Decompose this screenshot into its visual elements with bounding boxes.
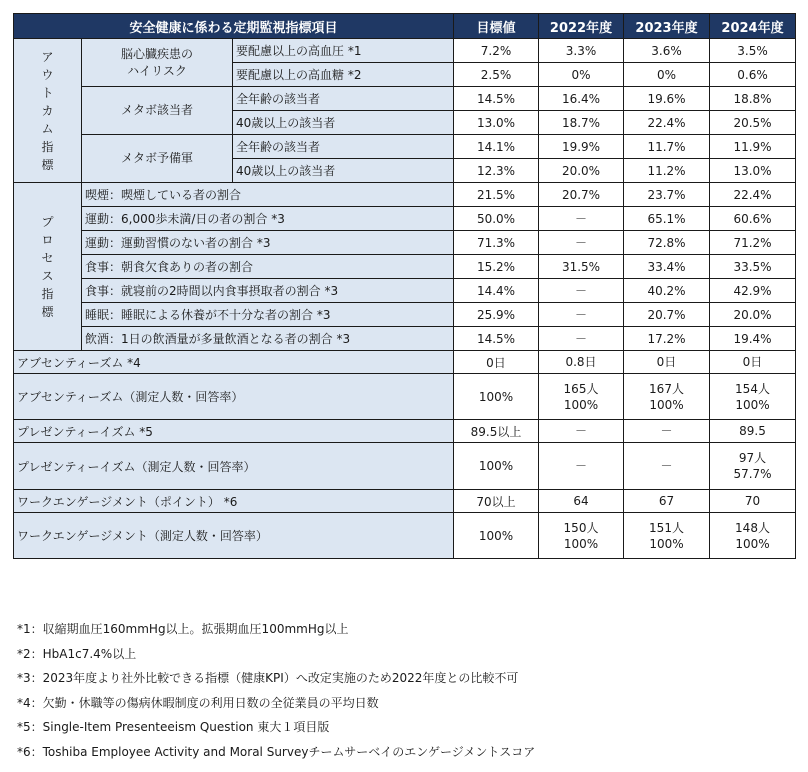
outcome-category-char: 標 bbox=[41, 157, 54, 172]
value-2023 bbox=[624, 513, 710, 559]
value-2024: 11.9% bbox=[710, 135, 796, 159]
value-2022-line: 64 bbox=[573, 494, 589, 508]
value-2024: 19.4% bbox=[710, 327, 796, 351]
value-2024 bbox=[710, 513, 796, 559]
footnote: *2：HbA1c7.4%以上 bbox=[17, 646, 137, 661]
value-2022 bbox=[539, 351, 624, 374]
table-row bbox=[14, 231, 796, 255]
table-row bbox=[14, 207, 796, 231]
value-2024: 22.4% bbox=[710, 183, 796, 207]
value-2023: 22.4% bbox=[624, 111, 710, 135]
value-2023: 65.1% bbox=[624, 207, 710, 231]
value-2022-line: 150人 bbox=[563, 520, 599, 535]
table-row bbox=[14, 183, 796, 207]
value-2023-line: 67 bbox=[658, 494, 675, 508]
value-2023-line: 151人 bbox=[649, 520, 684, 535]
footnote: *3：2023年度より社外比較できる指標（健康KPI）へ改定実施のため2022年度との比較不可 bbox=[17, 671, 519, 685]
value-2023 bbox=[624, 490, 710, 513]
target-value: 100% bbox=[454, 374, 539, 420]
value-2022: 19.9% bbox=[539, 135, 624, 159]
value-2024 bbox=[710, 374, 796, 420]
value-2024-line: 89.5 bbox=[739, 424, 766, 438]
row-label: 食事：朝食欠食ありの者の割合 bbox=[82, 255, 454, 279]
target-value: 25.9% bbox=[454, 303, 539, 327]
target-value: 71.3% bbox=[454, 231, 539, 255]
value-2023 bbox=[624, 374, 710, 420]
target-value: 14.5% bbox=[454, 87, 539, 111]
table-row bbox=[14, 303, 796, 327]
value-2023: 11.7% bbox=[624, 135, 710, 159]
process-category-char: 標 bbox=[41, 304, 54, 319]
row-label: アブセンティーズム *4 bbox=[14, 351, 454, 374]
value-2023 bbox=[624, 351, 710, 374]
row-label: 40歳以上の該当者 bbox=[233, 159, 454, 183]
value-2022-line: 100% bbox=[563, 397, 599, 412]
outcome-category bbox=[14, 39, 82, 183]
table-row bbox=[14, 443, 796, 490]
process-category-char: ロ bbox=[41, 232, 54, 247]
value-2024-line: 100% bbox=[735, 536, 770, 551]
header-target: 目標値 bbox=[454, 14, 539, 39]
value-2023: 72.8% bbox=[624, 231, 710, 255]
value-2024-line: 154人 bbox=[735, 381, 770, 396]
value-2022: 31.5% bbox=[539, 255, 624, 279]
outcome-group-name bbox=[82, 39, 233, 87]
table-row bbox=[14, 351, 796, 374]
footnote: *4：欠勤・休職等の傷病休暇制度の利用日数の全従業員の平均日数 bbox=[17, 695, 379, 710]
row-label: 飲酒：1日の飲酒量が多量飲酒となる者の割合 *3 bbox=[82, 327, 454, 351]
value-2022: － bbox=[539, 207, 624, 231]
value-2023: 23.7% bbox=[624, 183, 710, 207]
row-label: 全年齢の該当者 bbox=[233, 135, 454, 159]
outcome-category-char: ア bbox=[41, 49, 54, 64]
row-label: ワークエンゲージメント（ポイント） *6 bbox=[14, 490, 454, 513]
value-2024-line: 100% bbox=[735, 397, 770, 412]
target-value: 14.4% bbox=[454, 279, 539, 303]
row-label: 要配慮以上の高血糖 *2 bbox=[233, 63, 454, 87]
row-label: 全年齢の該当者 bbox=[233, 87, 454, 111]
value-2022: － bbox=[539, 327, 624, 351]
value-2022: － bbox=[539, 303, 624, 327]
target-value: 89.5以上 bbox=[454, 420, 539, 443]
target-value: 13.0% bbox=[454, 111, 539, 135]
table-row bbox=[14, 490, 796, 513]
outcome-group-name bbox=[82, 87, 233, 135]
table-row bbox=[14, 513, 796, 559]
process-category bbox=[14, 183, 82, 351]
value-2023 bbox=[624, 420, 710, 443]
target-value: 7.2% bbox=[454, 39, 539, 63]
target-value: 15.2% bbox=[454, 255, 539, 279]
process-category-char: セ bbox=[41, 250, 54, 265]
row-label: 運動：運動習慣のない者の割合 *3 bbox=[82, 231, 454, 255]
value-2022 bbox=[539, 490, 624, 513]
value-2022: 0% bbox=[539, 63, 624, 87]
row-label: アブセンティーズム（測定人数・回答率） bbox=[14, 374, 454, 420]
table-row bbox=[14, 87, 796, 111]
value-2024-line: 97人 bbox=[738, 451, 767, 465]
outcome-group-name-line: メタボ該当者 bbox=[120, 103, 193, 117]
value-2023: 33.4% bbox=[624, 255, 710, 279]
target-value: 14.5% bbox=[454, 327, 539, 351]
value-2022 bbox=[539, 374, 624, 420]
table-row bbox=[14, 279, 796, 303]
outcome-group-name bbox=[82, 135, 233, 183]
outcome-group-name-line: メタボ予備軍 bbox=[120, 151, 193, 165]
health-indicator-table bbox=[13, 13, 796, 559]
value-2022-line: － bbox=[574, 459, 587, 473]
value-2024-line: 57.7% bbox=[733, 467, 772, 481]
value-2023-line: 0日 bbox=[656, 355, 677, 369]
value-2024: 71.2% bbox=[710, 231, 796, 255]
footnote: *5：Single-Item Presenteeism Question 東大１項目版 bbox=[17, 720, 330, 734]
value-2023: 19.6% bbox=[624, 87, 710, 111]
row-label: ワークエンゲージメント（測定人数・回答率） bbox=[14, 513, 454, 559]
value-2023: 3.6% bbox=[624, 39, 710, 63]
footnotes bbox=[17, 617, 535, 764]
value-2024: 13.0% bbox=[710, 159, 796, 183]
value-2022: 20.0% bbox=[539, 159, 624, 183]
row-label: 要配慮以上の高血圧 *1 bbox=[233, 39, 454, 63]
value-2024: 18.8% bbox=[710, 87, 796, 111]
value-2022: 16.4% bbox=[539, 87, 624, 111]
table-row bbox=[14, 255, 796, 279]
value-2024-line: 148人 bbox=[735, 520, 770, 535]
header-title: 安全健康に係わる定期監視指標項目 bbox=[14, 14, 454, 39]
value-2023 bbox=[624, 443, 710, 490]
value-2024 bbox=[710, 351, 796, 374]
header-year-2022: 2022年度 bbox=[539, 14, 624, 39]
table-row bbox=[14, 39, 796, 63]
value-2022-line: 100% bbox=[563, 536, 599, 551]
value-2022 bbox=[539, 513, 624, 559]
value-2023: 0% bbox=[624, 63, 710, 87]
outcome-group-name-line: ハイリスク bbox=[127, 63, 187, 78]
target-value: 14.1% bbox=[454, 135, 539, 159]
row-label: 睡眠：睡眠による休養が不十分な者の割合 *3 bbox=[82, 303, 454, 327]
value-2023: 20.7% bbox=[624, 303, 710, 327]
target-value: 21.5% bbox=[454, 183, 539, 207]
value-2024: 20.0% bbox=[710, 303, 796, 327]
value-2024: 60.6% bbox=[710, 207, 796, 231]
row-label: プレゼンティーイズム（測定人数・回答率） bbox=[14, 443, 454, 490]
value-2022-line: － bbox=[574, 424, 587, 438]
value-2023: 40.2% bbox=[624, 279, 710, 303]
value-2022 bbox=[539, 420, 624, 443]
value-2022: 18.7% bbox=[539, 111, 624, 135]
row-label: 喫煙：喫煙している者の割合 bbox=[82, 183, 454, 207]
value-2022-line: 165人 bbox=[563, 381, 599, 396]
target-value: 50.0% bbox=[454, 207, 539, 231]
row-label: プレゼンティーイズム *5 bbox=[14, 420, 454, 443]
process-category-char: プ bbox=[41, 214, 54, 229]
target-value: 100% bbox=[454, 443, 539, 490]
value-2024 bbox=[710, 443, 796, 490]
footnote: *1：収縮期血圧160mmHg以上。拡張期血圧100mmHg以上 bbox=[17, 622, 349, 636]
table-row bbox=[14, 374, 796, 420]
row-label: 運動：6,000歩未満/日の者の割合 *3 bbox=[82, 207, 454, 231]
target-value: 12.3% bbox=[454, 159, 539, 183]
value-2024: 3.5% bbox=[710, 39, 796, 63]
outcome-category-char: ム bbox=[41, 121, 54, 136]
value-2023-line: － bbox=[660, 424, 673, 438]
outcome-group-name-line: 脳心臓疾患の bbox=[120, 46, 193, 61]
footnote: *6：Toshiba Employee Activity and Moral Surveyチームサーベイのエンゲージメントスコア bbox=[17, 744, 536, 759]
row-label: 40歳以上の該当者 bbox=[233, 111, 454, 135]
target-value: 2.5% bbox=[454, 63, 539, 87]
target-value: 100% bbox=[454, 513, 539, 559]
row-label: 食事：就寝前の2時間以内食事摂取者の割合 *3 bbox=[82, 279, 454, 303]
header-row bbox=[14, 14, 796, 39]
value-2023-line: － bbox=[660, 459, 673, 473]
value-2022 bbox=[539, 443, 624, 490]
value-2022: － bbox=[539, 279, 624, 303]
table-row bbox=[14, 135, 796, 159]
process-category-char: ス bbox=[41, 268, 54, 283]
value-2024-line: 70 bbox=[744, 494, 761, 508]
value-2022: 3.3% bbox=[539, 39, 624, 63]
target-value: 0日 bbox=[454, 351, 539, 374]
value-2023-line: 167人 bbox=[649, 381, 684, 396]
value-2024: 33.5% bbox=[710, 255, 796, 279]
outcome-category-char: 指 bbox=[41, 139, 54, 154]
value-2024: 42.9% bbox=[710, 279, 796, 303]
target-value: 70以上 bbox=[454, 490, 539, 513]
header-year-2024: 2024年度 bbox=[710, 14, 796, 39]
table-row bbox=[14, 327, 796, 351]
value-2023: 17.2% bbox=[624, 327, 710, 351]
value-2023-line: 100% bbox=[649, 536, 684, 551]
value-2024: 20.5% bbox=[710, 111, 796, 135]
value-2024-line: 0日 bbox=[742, 355, 763, 369]
value-2024: 0.6% bbox=[710, 63, 796, 87]
value-2024 bbox=[710, 420, 796, 443]
value-2022: 20.7% bbox=[539, 183, 624, 207]
value-2023-line: 100% bbox=[649, 397, 684, 412]
table-row bbox=[14, 420, 796, 443]
outcome-category-char: ト bbox=[41, 85, 54, 100]
value-2024 bbox=[710, 490, 796, 513]
outcome-category-char: ウ bbox=[41, 67, 54, 82]
value-2022-line: 0.8日 bbox=[565, 355, 597, 369]
value-2023: 11.2% bbox=[624, 159, 710, 183]
process-category-char: 指 bbox=[41, 286, 54, 301]
value-2022: － bbox=[539, 231, 624, 255]
header-year-2023: 2023年度 bbox=[624, 14, 710, 39]
outcome-category-char: カ bbox=[41, 103, 54, 118]
